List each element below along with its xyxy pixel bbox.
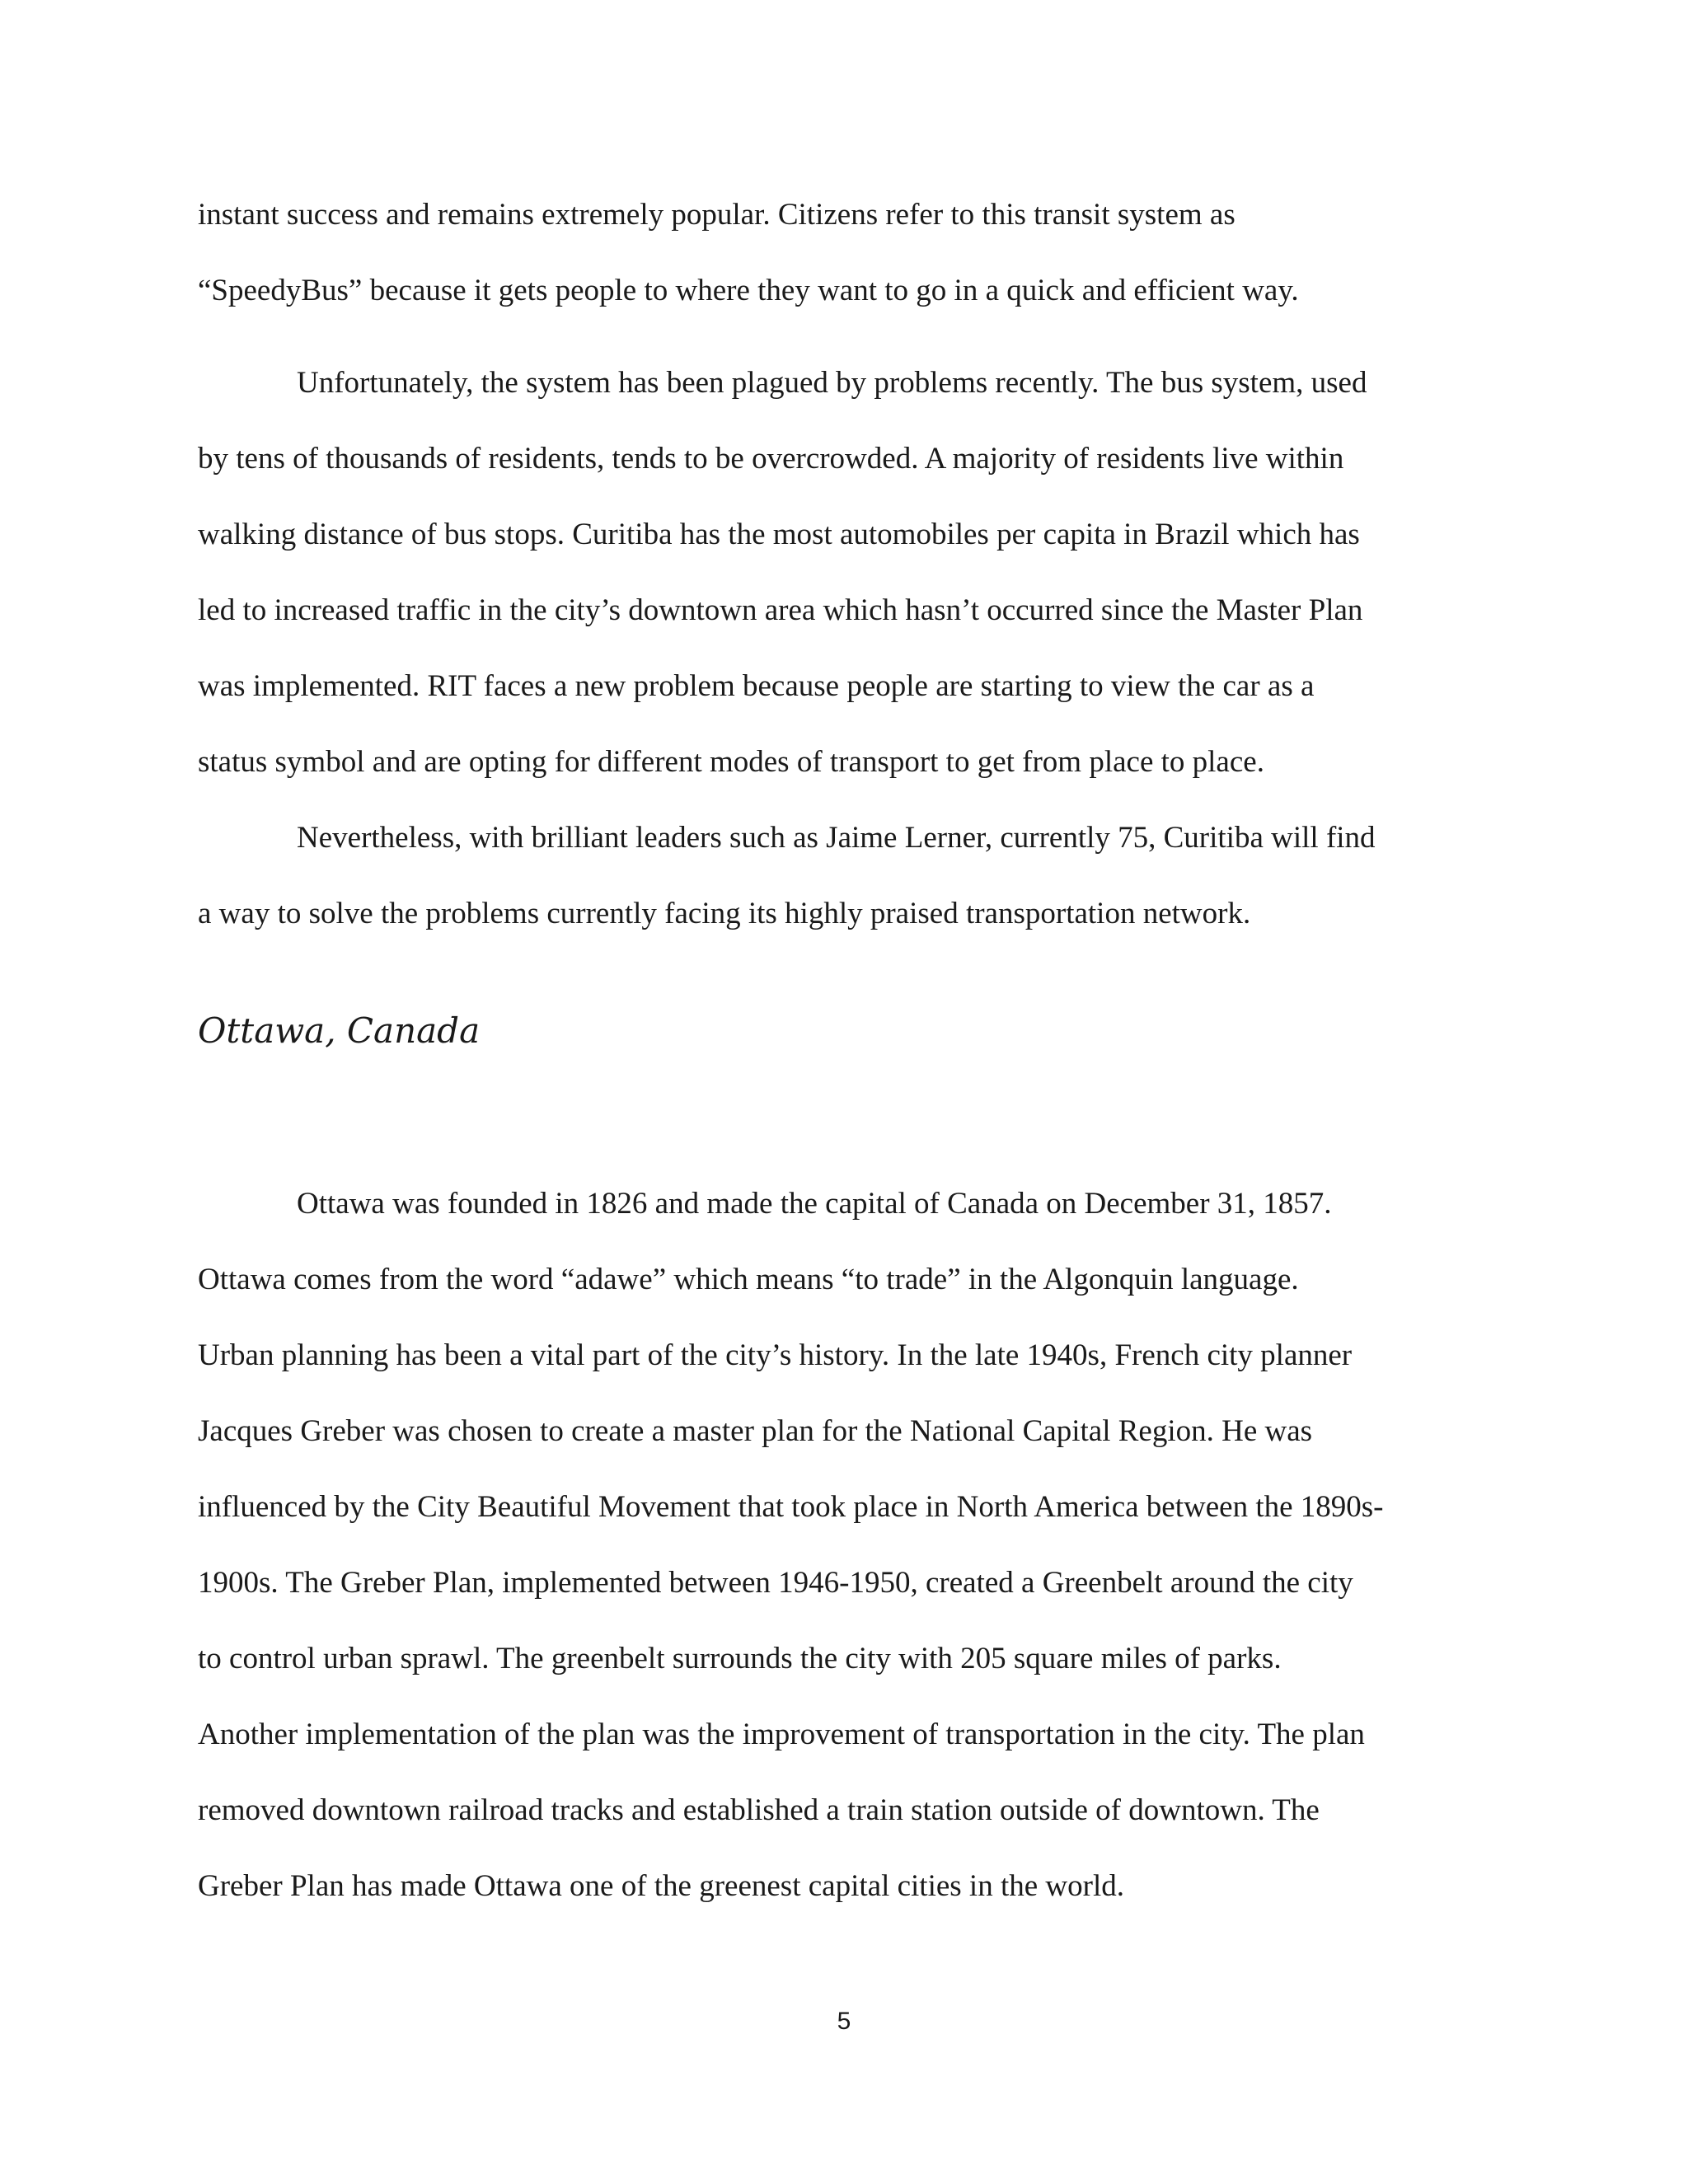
body-text-line: influenced by the City Beautiful Movement that took place in North America between the 1890s- — [198, 1490, 1384, 1524]
body-text-line: Urban planning has been a vital part of the city’s history. In the late 1940s, French city planner — [198, 1338, 1353, 1372]
body-text-line: to control urban sprawl. The greenbelt surrounds the city with 205 square miles of parks. — [198, 1642, 1282, 1675]
body-text-line: status symbol and are opting for different modes of transport to get from place to place. — [198, 745, 1264, 779]
body-text-line: led to increased traffic in the city’s downtown area which hasn’t occurred since the Master Plan — [198, 593, 1363, 627]
body-text-line: 1900s. The Greber Plan, implemented between 1946-1950, created a Greenbelt around the city — [198, 1566, 1353, 1600]
body-text-line: Another implementation of the plan was the improvement of transportation in the city. The plan — [198, 1718, 1365, 1751]
body-text-line: Jacques Greber was chosen to create a master plan for the National Capital Region. He was — [198, 1414, 1313, 1448]
page-number: 5 — [837, 2008, 851, 2035]
section-heading: Ottawa, Canada — [198, 1010, 481, 1051]
body-text-line: removed downtown railroad tracks and established a train station outside of downtown. The — [198, 1793, 1320, 1827]
body-text-line: was implemented. RIT faces a new problem because people are starting to view the car as a — [198, 669, 1315, 703]
body-text-line: Greber Plan has made Ottawa one of the greenest capital cities in the world. — [198, 1869, 1124, 1903]
body-text-line: Ottawa comes from the word “adawe” which means “to trade” in the Algonquin language. — [198, 1263, 1299, 1296]
body-text-line: by tens of thousands of residents, tends to be overcrowded. A majority of residents live within — [198, 442, 1344, 476]
body-text-line: walking distance of bus stops. Curitiba has the most automobiles per capita in Brazil which has — [198, 518, 1360, 551]
body-text-line: Unfortunately, the system has been plagued by problems recently. The bus system, used — [297, 366, 1367, 400]
body-text-line: Ottawa was founded in 1826 and made the capital of Canada on December 31, 1857. — [297, 1187, 1332, 1221]
body-text-line: instant success and remains extremely popular. Citizens refer to this transit system as — [198, 198, 1236, 232]
body-text-line: “SpeedyBus” because it gets people to where they want to go in a quick and efficient way. — [198, 274, 1299, 307]
body-text-line: Nevertheless, with brilliant leaders such as Jaime Lerner, currently 75, Curitiba will find — [297, 821, 1376, 855]
body-text-line: a way to solve the problems currently facing its highly praised transportation network. — [198, 897, 1251, 930]
